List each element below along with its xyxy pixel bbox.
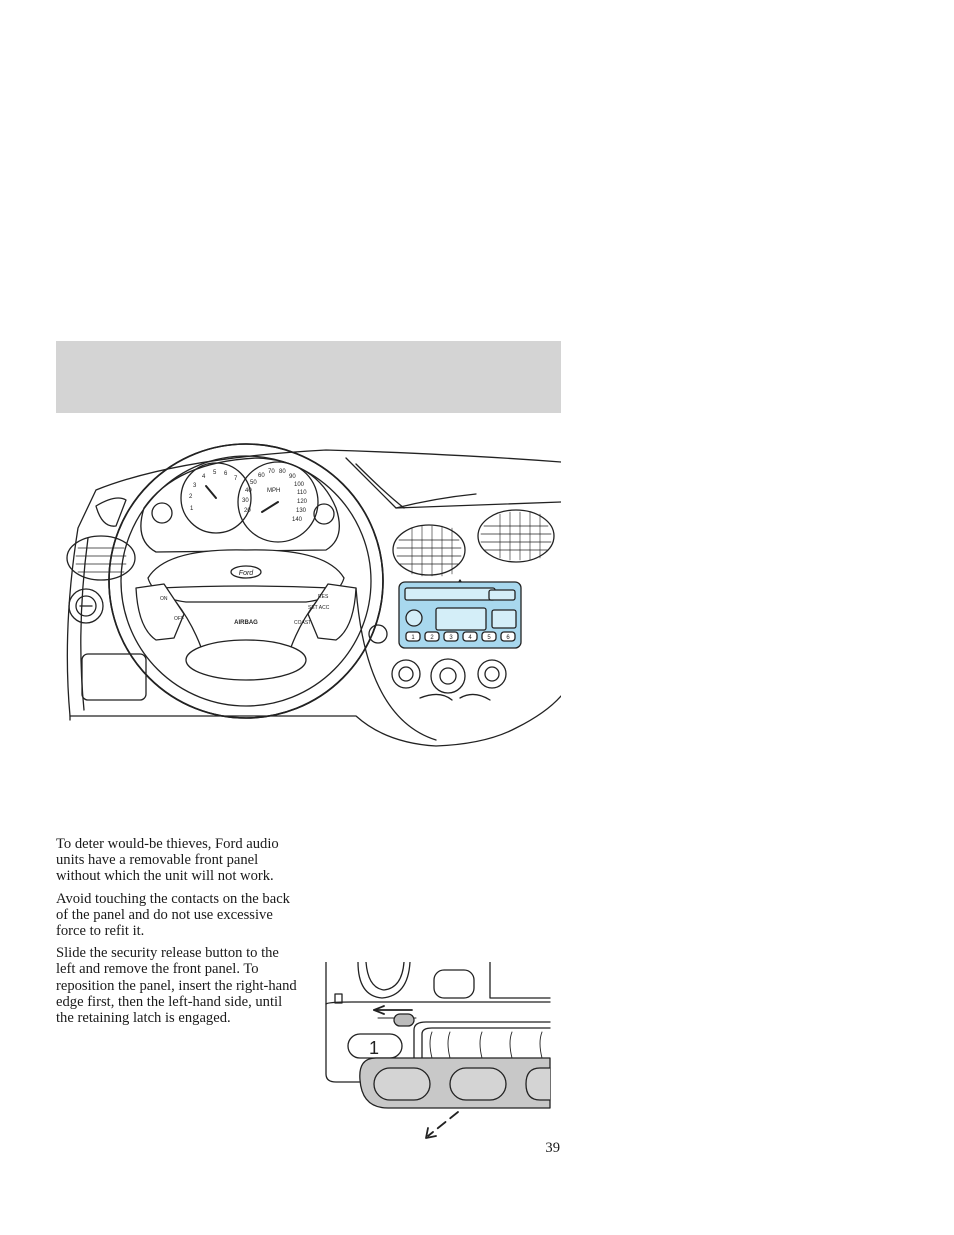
- panel-preset-1-label: 1: [368, 1038, 380, 1058]
- speed-tick-70: 70: [268, 469, 275, 475]
- body-text: [56, 836, 301, 1032]
- speed-tick-50: 50: [250, 480, 257, 486]
- paragraph-1: To deter would-be thieves, Ford audio units have a removable front panel without which the unit will not work.: [56, 836, 279, 885]
- ford-logo-text: Ford: [238, 570, 254, 577]
- paragraph-2: Avoid touching the contacts on the back of the panel and do not use excessive force to refit it.: [56, 890, 290, 940]
- paragraph-3: Slide the security release button to the left and remove the front panel. To reposition the panel, insert the right-hand edge first, then the left-hand side, until the retaining latch is engaged.: [56, 945, 297, 1027]
- speed-tick-110: 110: [297, 490, 307, 496]
- preset-2-label: 2: [430, 635, 434, 641]
- cruise-coast-label: COAST: [294, 620, 312, 626]
- speed-tick-120: 120: [297, 499, 308, 505]
- rpm-tick-6: 6: [224, 471, 228, 477]
- speed-tick-130: 130: [296, 508, 307, 514]
- cruise-off-label: OFF: [174, 616, 184, 622]
- speed-tick-80: 80: [279, 469, 286, 475]
- mph-label: MPH: [267, 488, 281, 494]
- speed-tick-60: 60: [258, 473, 265, 479]
- page-number: 39: [545, 1140, 560, 1156]
- cruise-on-label: ON: [160, 596, 168, 602]
- preset-3-label: 3: [449, 635, 453, 641]
- airbag-label: AIRBAG: [234, 620, 258, 626]
- speed-tick-90: 90: [289, 474, 296, 480]
- rpm-tick-5: 5: [213, 470, 217, 476]
- rpm-tick-1: 1: [190, 506, 194, 512]
- preset-6-label: 6: [506, 635, 510, 641]
- preset-1-label: 1: [411, 635, 415, 641]
- speed-tick-100: 100: [294, 482, 305, 488]
- rpm-tick-4: 4: [202, 474, 206, 480]
- preset-4-label: 4: [468, 635, 472, 641]
- cruise-set-label: SET ACC: [308, 605, 330, 611]
- panel-removal-illustration: [322, 962, 552, 1142]
- rpm-tick-7: 7: [234, 476, 238, 482]
- rpm-tick-3: 3: [193, 483, 197, 489]
- section-header-band: [56, 341, 561, 413]
- dashboard-illustration: [56, 428, 561, 758]
- speed-tick-30: 30: [242, 498, 249, 504]
- speed-tick-20: 20: [244, 508, 251, 514]
- preset-5-label: 5: [487, 635, 491, 641]
- speed-tick-40: 40: [245, 488, 252, 494]
- cruise-res-label: RES: [318, 594, 329, 600]
- rpm-tick-2: 2: [189, 494, 193, 500]
- speed-tick-140: 140: [292, 517, 303, 523]
